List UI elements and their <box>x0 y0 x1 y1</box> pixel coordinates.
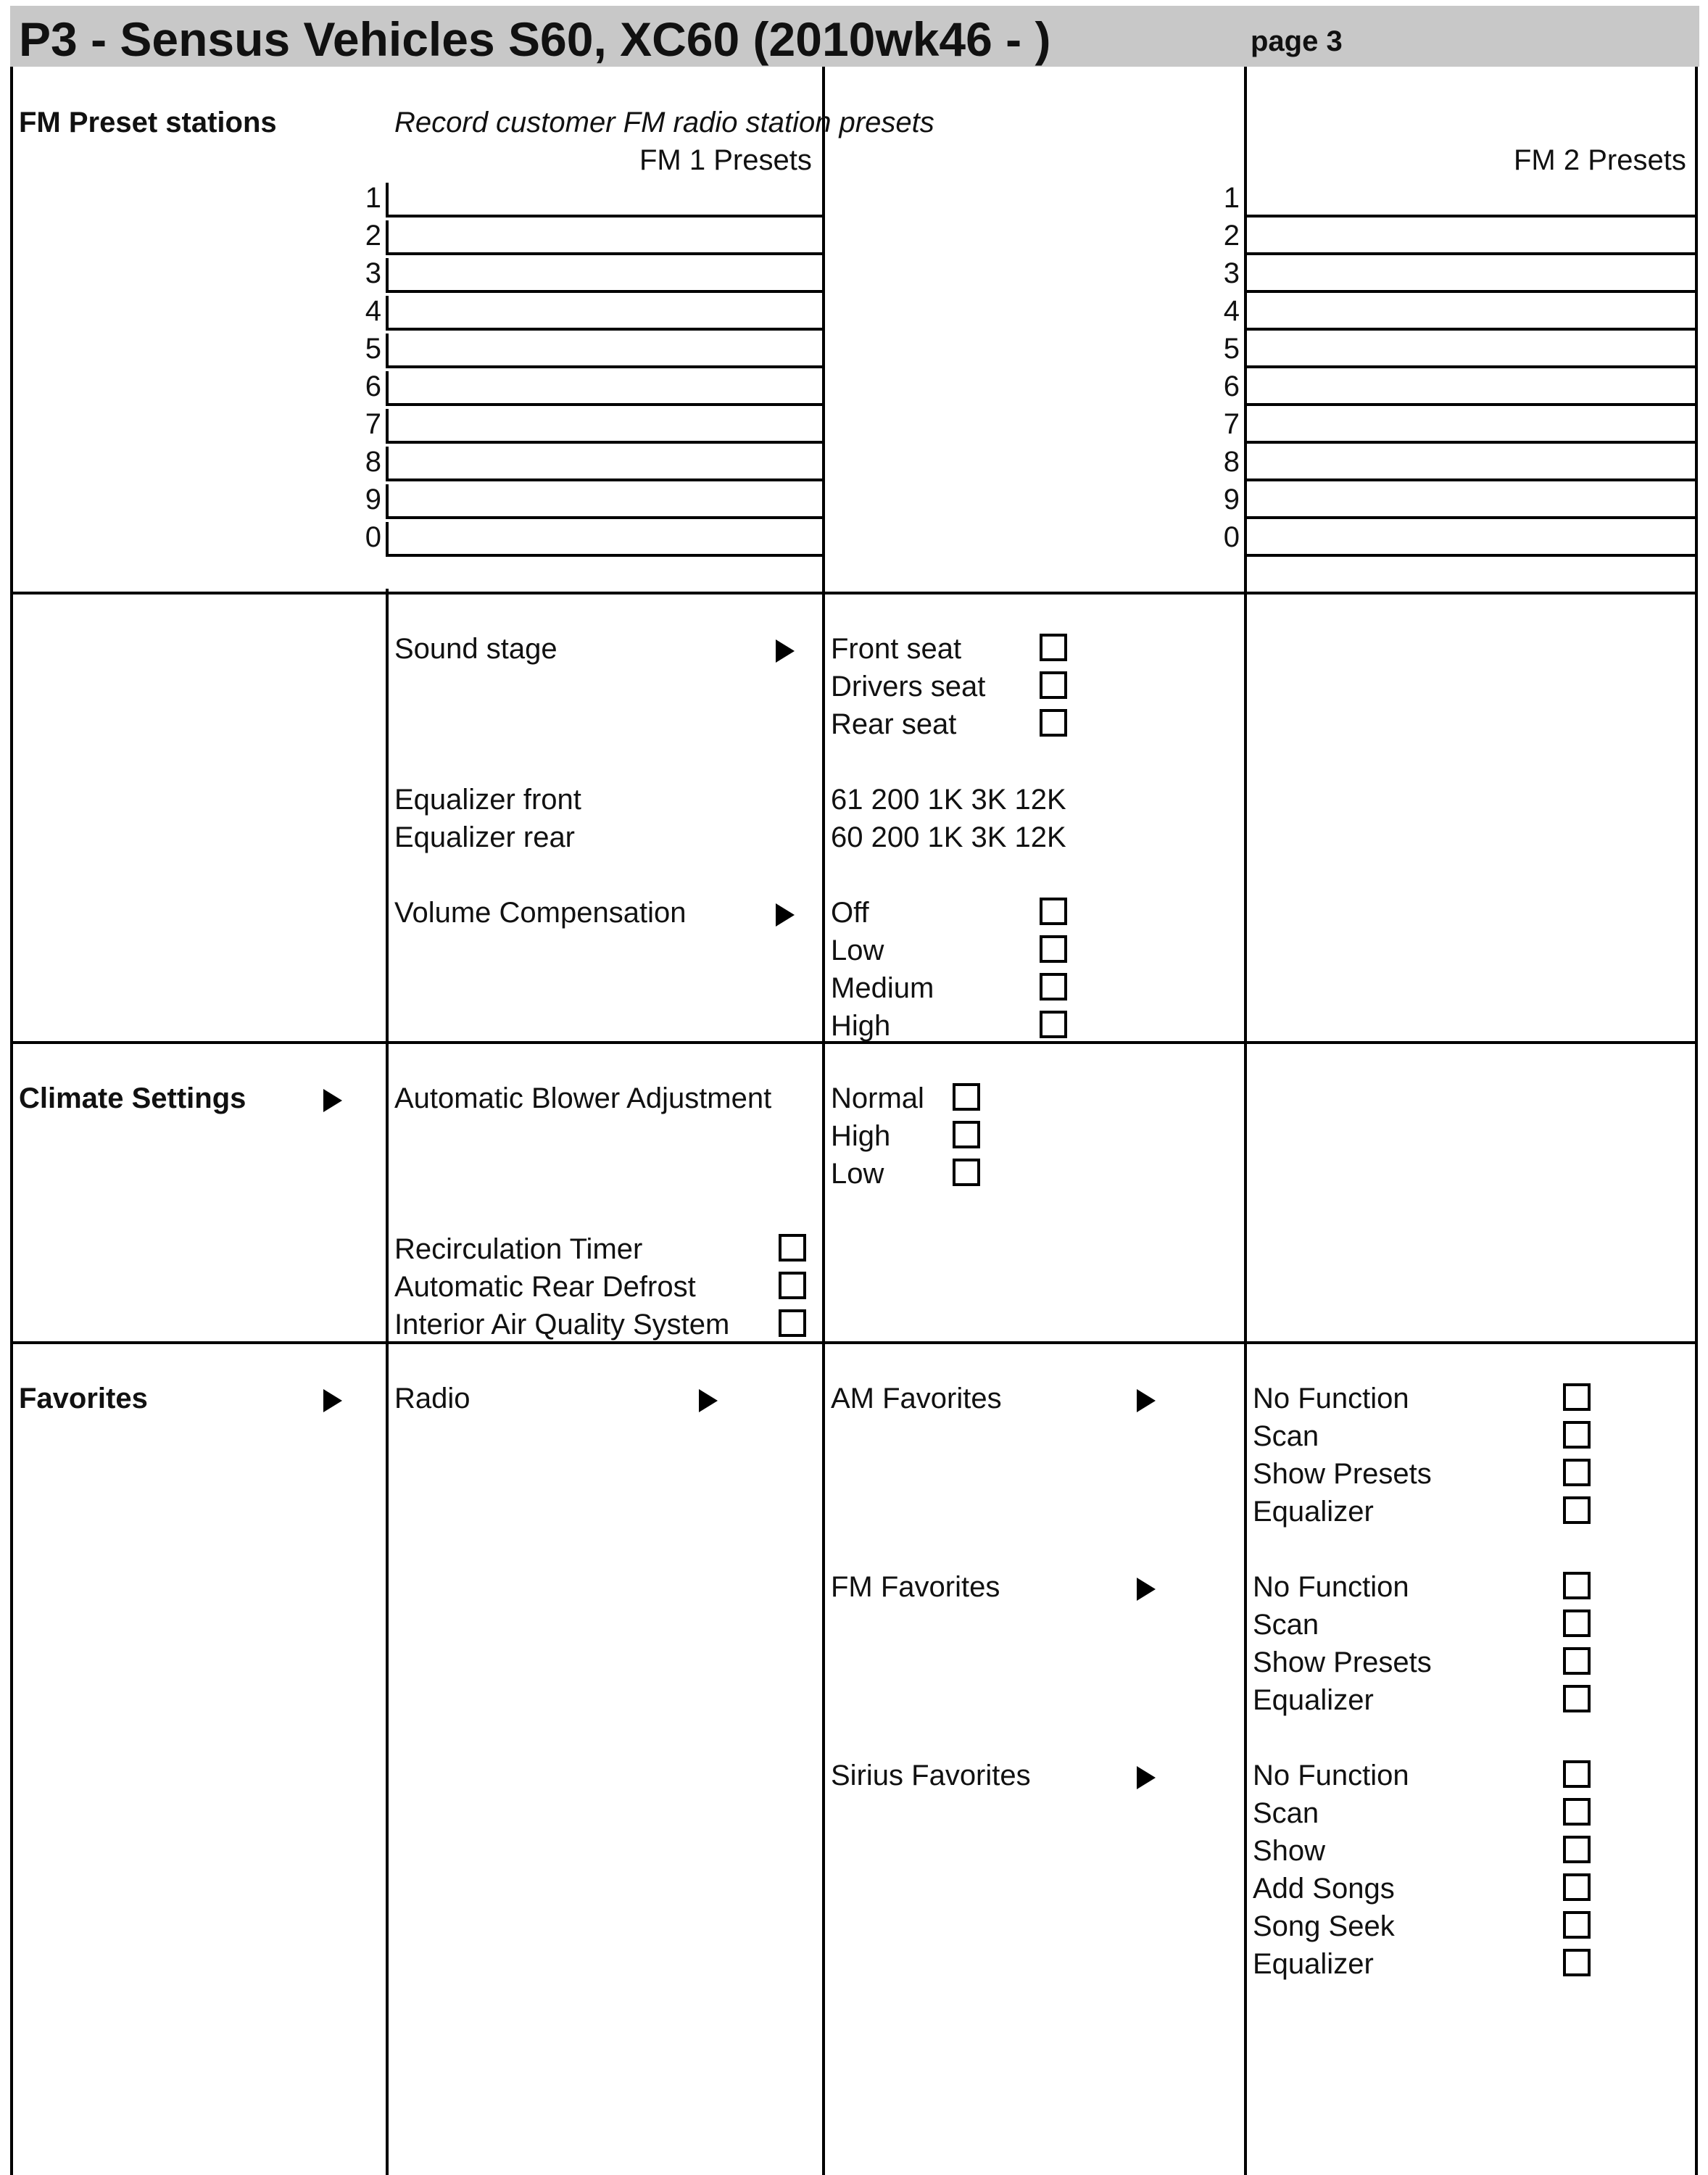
sound-stage-arrow-icon <box>776 639 795 663</box>
sirius-favorites-option: Song Seek <box>1253 1910 1395 1942</box>
recirculation-timer-checkbox[interactable] <box>779 1234 806 1262</box>
sound-stage-label: Sound stage <box>394 633 557 665</box>
col-divider-1 <box>386 589 389 2175</box>
blower-option: High <box>831 1120 891 1152</box>
fm1-preset-number: 8 <box>365 446 381 478</box>
fm1-preset-field[interactable] <box>386 296 825 331</box>
volume-compensation-option: Medium <box>831 972 934 1004</box>
am-favorites-checkbox[interactable] <box>1563 1383 1591 1411</box>
am-favorites-option: Scan <box>1253 1420 1319 1452</box>
am-favorites-option: No Function <box>1253 1383 1409 1414</box>
am-favorites-arrow-icon <box>1137 1389 1156 1412</box>
sirius-favorites-label: Sirius Favorites <box>831 1760 1031 1791</box>
section-separator-3 <box>10 1341 1698 1344</box>
fm-favorites-checkbox[interactable] <box>1563 1647 1591 1675</box>
fm2-preset-field[interactable] <box>1244 447 1698 481</box>
sound-stage-option: Front seat <box>831 633 962 665</box>
fm1-preset-field[interactable] <box>386 447 825 481</box>
fm2-preset-number: 1 <box>1223 182 1240 214</box>
sirius-favorites-checkbox[interactable] <box>1563 1911 1591 1939</box>
fm1-preset-field[interactable] <box>386 258 825 293</box>
fm-favorites-arrow-icon <box>1137 1578 1156 1601</box>
page-number: page 3 <box>1251 25 1343 57</box>
equalizer-rear-label: Equalizer rear <box>394 821 576 853</box>
rear-defrost-checkbox[interactable] <box>779 1272 806 1299</box>
favorites-section-label: Favorites <box>19 1383 148 1414</box>
sound-stage-option: Rear seat <box>831 708 957 740</box>
fm-favorites-option: Equalizer <box>1253 1684 1374 1716</box>
fm1-presets-label: FM 1 Presets <box>639 144 812 176</box>
climate-toggle-label: Recirculation Timer <box>394 1233 643 1265</box>
sirius-favorites-option: No Function <box>1253 1760 1409 1791</box>
frame-left <box>10 67 13 2175</box>
am-favorites-checkbox[interactable] <box>1563 1459 1591 1486</box>
am-favorites-option: Equalizer <box>1253 1496 1374 1528</box>
fm2-presets-label: FM 2 Presets <box>1514 144 1686 176</box>
equalizer-front-label: Equalizer front <box>394 784 581 816</box>
equalizer-rear-values: 60 200 1K 3K 12K <box>831 821 1066 853</box>
air-quality-checkbox[interactable] <box>779 1309 806 1337</box>
fm-preset-instruction: Record customer FM radio station presets <box>394 107 934 138</box>
volume-high-checkbox[interactable] <box>1040 1011 1067 1038</box>
sirius-favorites-checkbox[interactable] <box>1563 1873 1591 1901</box>
fm2-preset-number: 0 <box>1223 521 1240 553</box>
sirius-favorites-checkbox[interactable] <box>1563 1798 1591 1826</box>
fm2-preset-number: 2 <box>1223 220 1240 252</box>
fm-favorites-checkbox[interactable] <box>1563 1685 1591 1712</box>
fm-favorites-checkbox[interactable] <box>1563 1610 1591 1637</box>
fm2-preset-number: 3 <box>1223 257 1240 289</box>
climate-section-label: Climate Settings <box>19 1082 246 1114</box>
fm1-preset-number: 6 <box>365 370 381 402</box>
drivers-seat-checkbox[interactable] <box>1040 671 1067 699</box>
fm2-preset-number: 6 <box>1223 370 1240 402</box>
sirius-favorites-option: Add Songs <box>1253 1873 1395 1905</box>
fm-preset-section-label: FM Preset stations <box>19 107 277 138</box>
fm-favorites-label: FM Favorites <box>831 1571 1000 1603</box>
sound-stage-option: Drivers seat <box>831 671 986 703</box>
fm1-preset-number: 2 <box>365 220 381 252</box>
blower-low-checkbox[interactable] <box>953 1159 980 1186</box>
volume-medium-checkbox[interactable] <box>1040 973 1067 1000</box>
fm2-preset-field[interactable] <box>1244 484 1698 519</box>
fm2-preset-number: 8 <box>1223 446 1240 478</box>
fm1-preset-field[interactable] <box>386 371 825 406</box>
blower-option: Normal <box>831 1082 924 1114</box>
fm2-preset-number: 7 <box>1223 408 1240 440</box>
am-favorites-checkbox[interactable] <box>1563 1496 1591 1524</box>
fm1-preset-number: 1 <box>365 182 381 214</box>
favorites-arrow-icon <box>323 1389 342 1412</box>
climate-arrow-icon <box>323 1089 342 1112</box>
sirius-favorites-option: Scan <box>1253 1797 1319 1829</box>
blower-high-checkbox[interactable] <box>953 1121 980 1148</box>
am-favorites-label: AM Favorites <box>831 1383 1002 1414</box>
fm2-preset-number: 4 <box>1223 295 1240 327</box>
fm2-preset-field[interactable] <box>1244 409 1698 444</box>
rear-seat-checkbox[interactable] <box>1040 709 1067 737</box>
page-title: P3 - Sensus Vehicles S60, XC60 (2010wk46 - ) <box>19 12 1051 66</box>
fm2-preset-number: 9 <box>1223 484 1240 515</box>
am-favorites-checkbox[interactable] <box>1563 1421 1591 1449</box>
fm1-preset-number: 0 <box>365 521 381 553</box>
fm1-preset-number: 4 <box>365 295 381 327</box>
fm2-preset-field[interactable] <box>1244 522 1698 557</box>
fm-favorites-option: No Function <box>1253 1571 1409 1603</box>
sirius-favorites-option: Equalizer <box>1253 1948 1374 1980</box>
fm1-preset-field[interactable] <box>386 522 825 557</box>
volume-low-checkbox[interactable] <box>1040 935 1067 963</box>
fm1-preset-number: 7 <box>365 408 381 440</box>
volume-compensation-option: Low <box>831 935 884 966</box>
blower-normal-checkbox[interactable] <box>953 1083 980 1111</box>
fm1-preset-field[interactable] <box>386 334 825 368</box>
blower-label: Automatic Blower Adjustment <box>394 1082 772 1114</box>
radio-label: Radio <box>394 1383 470 1414</box>
fm1-preset-field[interactable] <box>386 484 825 519</box>
fm1-preset-field[interactable] <box>386 409 825 444</box>
volume-compensation-option: Off <box>831 897 869 929</box>
fm2-preset-field[interactable] <box>1244 183 1698 218</box>
fm1-preset-field[interactable] <box>386 183 825 218</box>
climate-toggle-label: Interior Air Quality System <box>394 1309 730 1341</box>
fm1-preset-field[interactable] <box>386 220 825 255</box>
front-seat-checkbox[interactable] <box>1040 634 1067 661</box>
volume-compensation-label: Volume Compensation <box>394 897 687 929</box>
am-favorites-option: Show Presets <box>1253 1458 1432 1490</box>
fm1-preset-number: 5 <box>365 333 381 365</box>
volume-off-checkbox[interactable] <box>1040 898 1067 925</box>
sirius-favorites-option: Show <box>1253 1835 1326 1867</box>
sirius-favorites-checkbox[interactable] <box>1563 1949 1591 1976</box>
sirius-favorites-checkbox[interactable] <box>1563 1760 1591 1788</box>
fm-favorites-checkbox[interactable] <box>1563 1572 1591 1599</box>
fm-favorites-option: Show Presets <box>1253 1646 1432 1678</box>
radio-arrow-icon <box>699 1389 718 1412</box>
fm-favorites-option: Scan <box>1253 1609 1319 1641</box>
fm1-preset-number: 9 <box>365 484 381 515</box>
fm2-preset-number: 5 <box>1223 333 1240 365</box>
climate-toggle-label: Automatic Rear Defrost <box>394 1271 696 1303</box>
blower-option: Low <box>831 1158 884 1190</box>
sirius-favorites-arrow-icon <box>1137 1766 1156 1789</box>
equalizer-front-values: 61 200 1K 3K 12K <box>831 784 1066 816</box>
volume-compensation-arrow-icon <box>776 903 795 927</box>
fm2-preset-field[interactable] <box>1244 371 1698 406</box>
sirius-favorites-checkbox[interactable] <box>1563 1836 1591 1863</box>
section-separator-1 <box>10 592 1698 594</box>
fm1-preset-number: 3 <box>365 257 381 289</box>
volume-compensation-option: High <box>831 1010 891 1042</box>
fm2-preset-field[interactable] <box>1244 258 1698 293</box>
fm2-preset-field[interactable] <box>1244 334 1698 368</box>
fm2-preset-field[interactable] <box>1244 296 1698 331</box>
fm2-preset-field[interactable] <box>1244 220 1698 255</box>
